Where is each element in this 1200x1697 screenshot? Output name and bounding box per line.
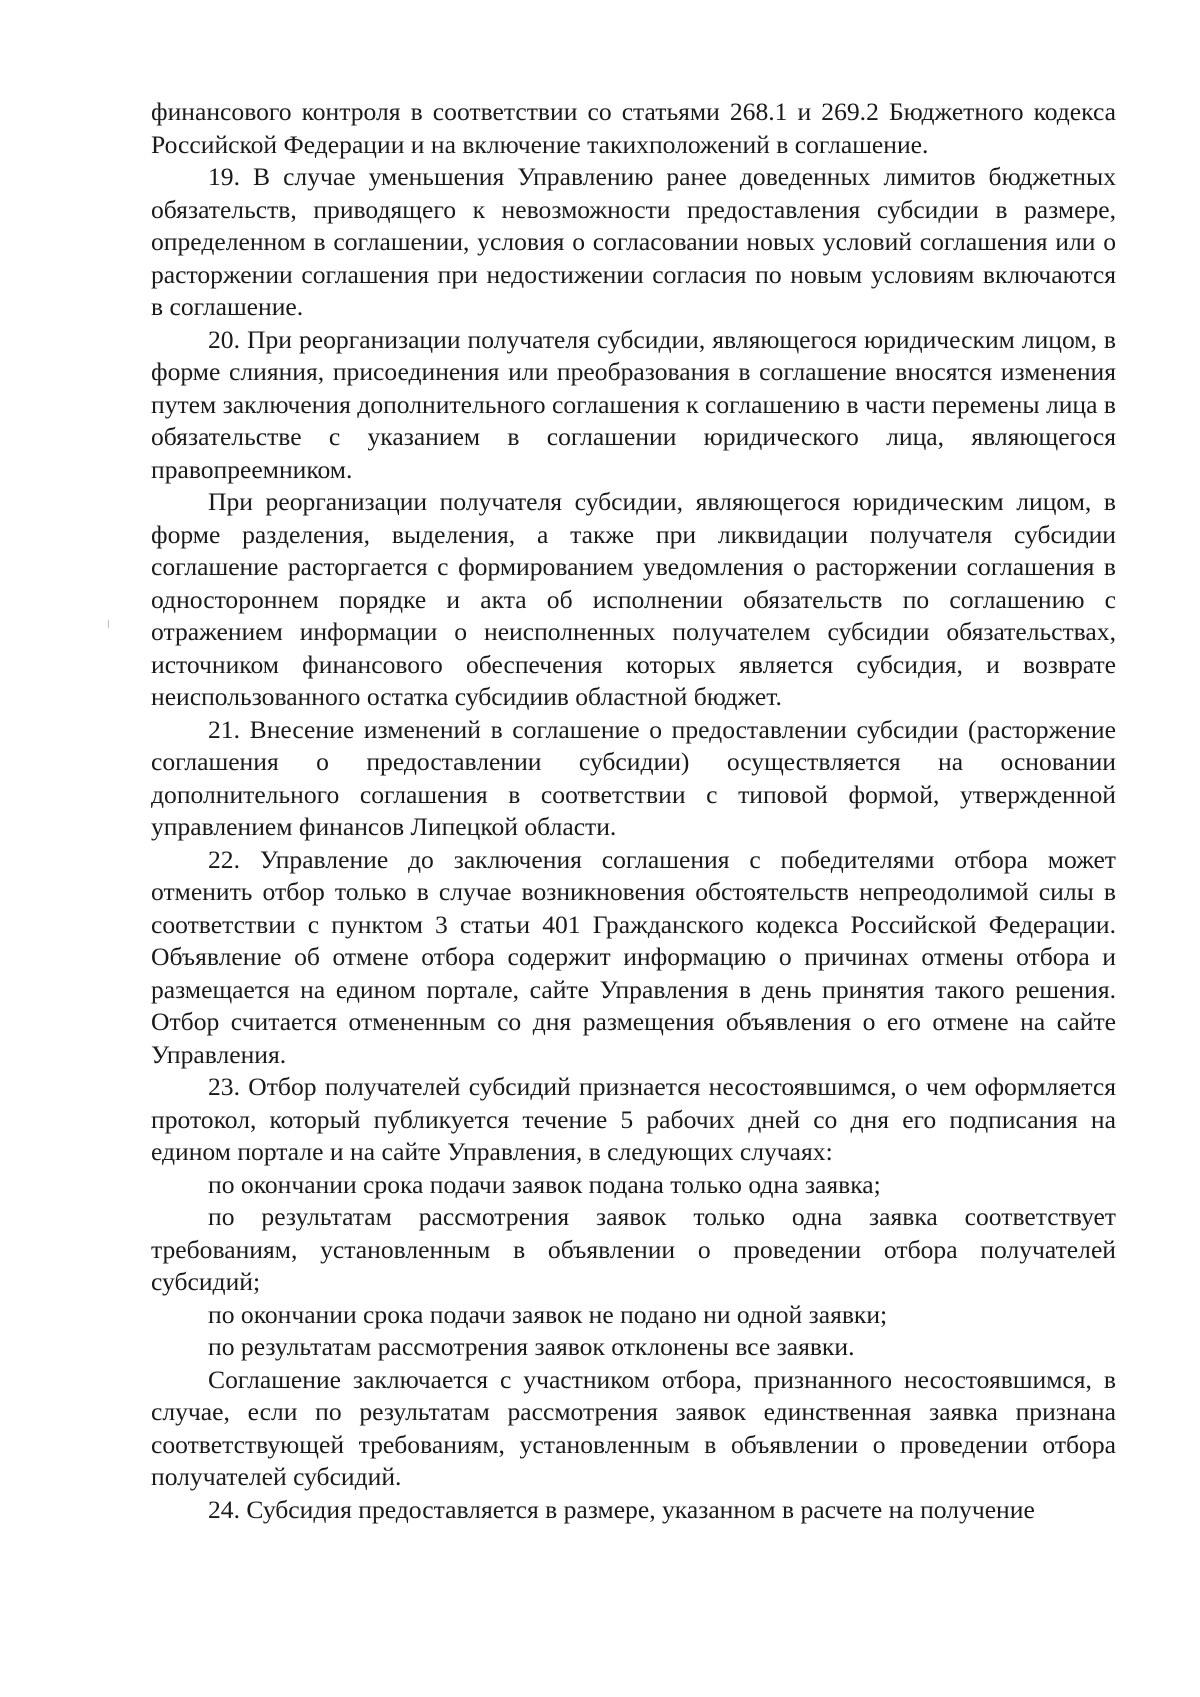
paragraph-24: 24. Субсидия предоставляется в размере, указанном в расчете на получение [208,1494,1035,1524]
paragraph-21: 21. Внесение изменений в соглашение о предоставлении субсидии (расторжение соглашения о предоставлении субсидии) осуществляется на основании дополнительного соглашения в соответствии с типовой формой, утвержденной управлением финансов Липецкой области. [151,714,1116,841]
list-item: по окончании срока подачи заявок подана только одна заявка; [208,1169,881,1199]
list-item: по результатам рассмотрения заявок только одна заявка соответствует требованиям, установленным в объявлении о проведении отбора получателей субсидий; [151,1202,1116,1296]
paragraph-23-agreement: Соглашение заключается с участником отбора, признанного несостоявшимся, в случае, если по результатам рассмотрения заявок единственная заявка признана соответствующей требованиям, установленным в объявлении о проведении отбора получателей субсидий. [151,1364,1116,1491]
paragraph-23: 23. Отбор получателей субсидий признается несостоявшимся, о чем оформляется протокол, который публикуется течение 5 рабочих дней со дня его подписания на едином портале и на сайте Управления, в следующих случаях: [151,1072,1116,1166]
paragraph-20: 20. При реорганизации получателя субсидии, являющегося юридическим лицом, в форме слияния, присоединения или преобразования в соглашение вносятся изменения путем заключения дополнительного соглашения к соглашению в части перемены лица в обязательстве с указанием в соглашении юридического лица, являющегося правопреемником. [151,324,1116,484]
paragraph-22: 22. Управление до заключения соглашения с победителями отбора может отменить отбор только в случае возникновения обстоятельств непреодолимой силы в соответствии с пунктом 3 статьи 401 Гражданского кодекса Российской Федерации. Объявление об отмене отбора содержит информацию о причинах отмены отбора и размещается на едином портале, сайте Управления в день принятия такого решения. Отбор считается отмененным со дня размещения объявления о его отмене на сайте Управления. [151,844,1116,1069]
list-item: по результатам рассмотрения заявок отклонены все заявки. [208,1332,855,1361]
paragraph-19: 19. В случае уменьшения Управлению ранее доведенных лимитов бюджетных обязательств, приводящего к невозможности предоставления субсидии в размере, определенном в соглашении, условия о согласовании новых условий соглашения или о расторжении соглашения при недостижении согласия по новым условиям включаются в соглашение. [151,162,1116,321]
scan-mark [108,620,109,628]
document-body [151,96,1116,1526]
paragraph-20-reorganization: При реорганизации получателя субсидии, являющегося юридическим лицом, в форме разделения, выделения, а также при ликвидации получателя субсидии соглашение расторгается с формированием уведомления о расторжении соглашения в одностороннем порядке и акта об исполнении обязательств по соглашению с отражением информации о неисполненных получателем субсидии обязательствах, источником финансового обеспечения которых является субсидия, и возврате неиспользованного остатка субсидиив областной бюджет. [151,487,1116,711]
list-item: по окончании срока подачи заявок не подано ни одной заявки; [208,1299,888,1329]
paragraph-continuation: финансового контроля в соответствии со статьями 268.1 и 269.2 Бюджетного кодекса Российской Федерации и на включение такихположений в соглашение. [151,97,1116,159]
